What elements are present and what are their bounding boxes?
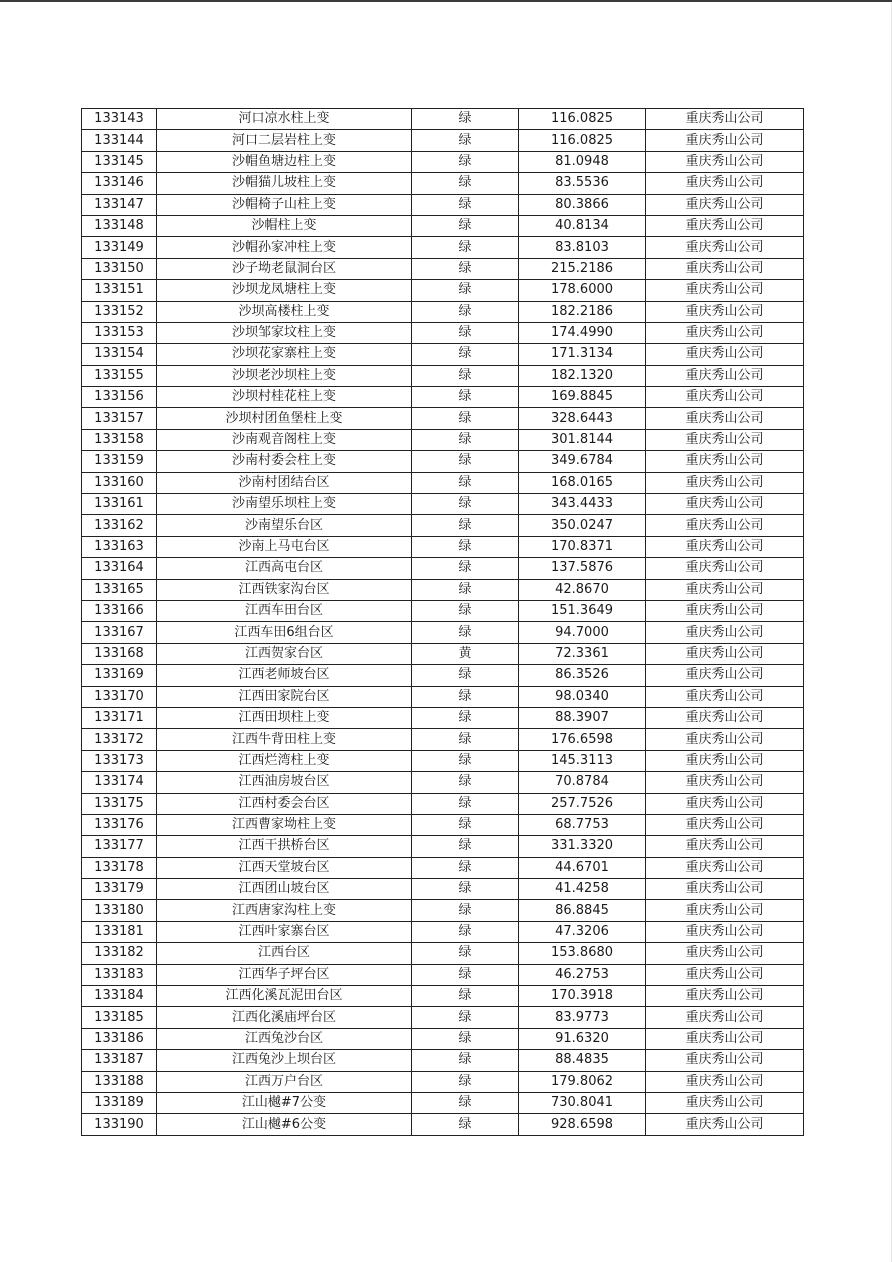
cell-status: 绿: [412, 494, 519, 515]
cell-company: 重庆秀山公司: [646, 429, 804, 450]
cell-station-name: 沙坝老沙坝柱上变: [157, 365, 412, 386]
cell-company: 重庆秀山公司: [646, 986, 804, 1007]
cell-status: 绿: [412, 558, 519, 579]
cell-id: 133190: [82, 1114, 157, 1135]
cell-value: 257.7526: [519, 793, 646, 814]
cell-value: 215.2186: [519, 258, 646, 279]
cell-value: 98.0340: [519, 686, 646, 707]
table-row: [82, 1071, 804, 1092]
cell-station-name: 河口二层岩柱上变: [157, 130, 412, 151]
cell-status: 绿: [412, 814, 519, 835]
cell-status: 绿: [412, 109, 519, 130]
cell-station-name: 江西干拱桥台区: [157, 836, 412, 857]
cell-status: 绿: [412, 258, 519, 279]
table-row: [82, 494, 804, 515]
cell-station-name: 江西油房坡台区: [157, 772, 412, 793]
table-row: [82, 857, 804, 878]
cell-company: 重庆秀山公司: [646, 814, 804, 835]
table-row: [82, 1092, 804, 1113]
cell-station-name: 沙坝村团鱼堡柱上变: [157, 408, 412, 429]
cell-company: 重庆秀山公司: [646, 622, 804, 643]
cell-station-name: 沙帽柱上变: [157, 215, 412, 236]
table-row: [82, 986, 804, 1007]
cell-id: 133183: [82, 964, 157, 985]
cell-company: 重庆秀山公司: [646, 280, 804, 301]
cell-id: 133166: [82, 600, 157, 621]
cell-station-name: 江西兔沙上坝台区: [157, 1050, 412, 1071]
cell-company: 重庆秀山公司: [646, 1007, 804, 1028]
cell-value: 170.8371: [519, 536, 646, 557]
cell-company: 重庆秀山公司: [646, 215, 804, 236]
cell-value: 176.6598: [519, 729, 646, 750]
cell-value: 70.8784: [519, 772, 646, 793]
table-row: [82, 579, 804, 600]
cell-station-name: 江山樾#6公变: [157, 1114, 412, 1135]
cell-station-name: 沙子坳老鼠洞台区: [157, 258, 412, 279]
cell-station-name: 沙坝高楼柱上变: [157, 301, 412, 322]
table-row: [82, 943, 804, 964]
transformer-data-table: [81, 108, 804, 1136]
cell-company: 重庆秀山公司: [646, 943, 804, 964]
cell-value: 174.4990: [519, 322, 646, 343]
cell-id: 133157: [82, 408, 157, 429]
table-row: [82, 1114, 804, 1135]
cell-status: 绿: [412, 1007, 519, 1028]
cell-value: 182.1320: [519, 365, 646, 386]
cell-station-name: 江西牛背田柱上变: [157, 729, 412, 750]
cell-company: 重庆秀山公司: [646, 857, 804, 878]
cell-company: 重庆秀山公司: [646, 387, 804, 408]
table-row: [82, 344, 804, 365]
cell-id: 133151: [82, 280, 157, 301]
cell-station-name: 江西车田台区: [157, 600, 412, 621]
cell-value: 86.3526: [519, 665, 646, 686]
cell-station-name: 江西铁家沟台区: [157, 579, 412, 600]
cell-id: 133161: [82, 494, 157, 515]
cell-value: 145.3113: [519, 750, 646, 771]
table-row: [82, 365, 804, 386]
cell-id: 133165: [82, 579, 157, 600]
table-row: [82, 280, 804, 301]
table-row: [82, 836, 804, 857]
cell-value: 81.0948: [519, 151, 646, 172]
table-row: [82, 643, 804, 664]
cell-value: 170.3918: [519, 986, 646, 1007]
table-row: [82, 472, 804, 493]
cell-status: 绿: [412, 836, 519, 857]
cell-id: 133143: [82, 109, 157, 130]
table-row: [82, 109, 804, 130]
table-row: [82, 258, 804, 279]
cell-status: 绿: [412, 622, 519, 643]
cell-station-name: 江西曹家坳柱上变: [157, 814, 412, 835]
cell-company: 重庆秀山公司: [646, 151, 804, 172]
cell-station-name: 河口凉水柱上变: [157, 109, 412, 130]
cell-id: 133159: [82, 451, 157, 472]
cell-company: 重庆秀山公司: [646, 707, 804, 728]
cell-status: 绿: [412, 151, 519, 172]
cell-status: 黄: [412, 643, 519, 664]
cell-value: 83.9773: [519, 1007, 646, 1028]
cell-id: 133164: [82, 558, 157, 579]
cell-status: 绿: [412, 665, 519, 686]
cell-company: 重庆秀山公司: [646, 600, 804, 621]
cell-value: 301.8144: [519, 429, 646, 450]
cell-status: 绿: [412, 472, 519, 493]
cell-company: 重庆秀山公司: [646, 1028, 804, 1049]
table-row: [82, 515, 804, 536]
cell-status: 绿: [412, 921, 519, 942]
table-row: [82, 900, 804, 921]
cell-station-name: 沙坝村桂花柱上变: [157, 387, 412, 408]
cell-station-name: 江西老师坡台区: [157, 665, 412, 686]
cell-station-name: 江西叶家寨台区: [157, 921, 412, 942]
cell-company: 重庆秀山公司: [646, 879, 804, 900]
cell-status: 绿: [412, 1114, 519, 1135]
cell-id: 133187: [82, 1050, 157, 1071]
cell-company: 重庆秀山公司: [646, 344, 804, 365]
cell-station-name: 江西烂湾柱上变: [157, 750, 412, 771]
cell-company: 重庆秀山公司: [646, 1071, 804, 1092]
cell-company: 重庆秀山公司: [646, 729, 804, 750]
cell-company: 重庆秀山公司: [646, 515, 804, 536]
cell-company: 重庆秀山公司: [646, 109, 804, 130]
table-row: [82, 1028, 804, 1049]
cell-station-name: 沙南上马屯台区: [157, 536, 412, 557]
cell-value: 83.8103: [519, 237, 646, 258]
cell-status: 绿: [412, 215, 519, 236]
table-row: [82, 408, 804, 429]
cell-station-name: 江西华子坪台区: [157, 964, 412, 985]
cell-company: 重庆秀山公司: [646, 900, 804, 921]
table-row: [82, 215, 804, 236]
cell-value: 730.8041: [519, 1092, 646, 1113]
cell-station-name: 江西化溪庙坪台区: [157, 1007, 412, 1028]
cell-station-name: 江西村委会台区: [157, 793, 412, 814]
cell-company: 重庆秀山公司: [646, 130, 804, 151]
cell-value: 343.4433: [519, 494, 646, 515]
cell-status: 绿: [412, 750, 519, 771]
cell-value: 928.6598: [519, 1114, 646, 1135]
cell-id: 133172: [82, 729, 157, 750]
cell-id: 133160: [82, 472, 157, 493]
cell-value: 91.6320: [519, 1028, 646, 1049]
table-row: [82, 151, 804, 172]
cell-id: 133188: [82, 1071, 157, 1092]
cell-value: 72.3361: [519, 643, 646, 664]
cell-value: 46.2753: [519, 964, 646, 985]
cell-status: 绿: [412, 964, 519, 985]
cell-value: 137.5876: [519, 558, 646, 579]
cell-station-name: 江西化溪瓦泥田台区: [157, 986, 412, 1007]
cell-company: 重庆秀山公司: [646, 258, 804, 279]
cell-station-name: 江西兔沙台区: [157, 1028, 412, 1049]
table-row: [82, 750, 804, 771]
cell-id: 133167: [82, 622, 157, 643]
cell-value: 178.6000: [519, 280, 646, 301]
cell-id: 133169: [82, 665, 157, 686]
cell-station-name: 江西贺家台区: [157, 643, 412, 664]
table-row: [82, 387, 804, 408]
cell-id: 133174: [82, 772, 157, 793]
table-row: [82, 707, 804, 728]
cell-station-name: 江西田坝柱上变: [157, 707, 412, 728]
cell-company: 重庆秀山公司: [646, 451, 804, 472]
cell-value: 182.2186: [519, 301, 646, 322]
cell-value: 42.8670: [519, 579, 646, 600]
cell-id: 133158: [82, 429, 157, 450]
cell-id: 133156: [82, 387, 157, 408]
cell-id: 133179: [82, 879, 157, 900]
cell-station-name: 沙帽孙家冲柱上变: [157, 237, 412, 258]
cell-value: 151.3649: [519, 600, 646, 621]
cell-id: 133149: [82, 237, 157, 258]
cell-id: 133152: [82, 301, 157, 322]
cell-id: 133181: [82, 921, 157, 942]
table-body: [82, 109, 804, 1136]
table-row: [82, 237, 804, 258]
table-row: [82, 301, 804, 322]
table-row: [82, 429, 804, 450]
cell-company: 重庆秀山公司: [646, 408, 804, 429]
cell-id: 133182: [82, 943, 157, 964]
cell-status: 绿: [412, 515, 519, 536]
cell-station-name: 沙坝龙凤塘柱上变: [157, 280, 412, 301]
table-row: [82, 451, 804, 472]
cell-id: 133147: [82, 194, 157, 215]
cell-station-name: 沙南观音阁柱上变: [157, 429, 412, 450]
cell-value: 40.8134: [519, 215, 646, 236]
table-row: [82, 964, 804, 985]
cell-id: 133162: [82, 515, 157, 536]
cell-status: 绿: [412, 686, 519, 707]
cell-status: 绿: [412, 365, 519, 386]
page-top-border: [0, 0, 892, 2]
cell-company: 重庆秀山公司: [646, 643, 804, 664]
cell-station-name: 沙坝花家寨柱上变: [157, 344, 412, 365]
cell-value: 94.7000: [519, 622, 646, 643]
cell-status: 绿: [412, 194, 519, 215]
cell-id: 133177: [82, 836, 157, 857]
cell-id: 133184: [82, 986, 157, 1007]
cell-station-name: 沙南望乐坝柱上变: [157, 494, 412, 515]
cell-status: 绿: [412, 408, 519, 429]
cell-id: 133163: [82, 536, 157, 557]
cell-id: 133154: [82, 344, 157, 365]
cell-company: 重庆秀山公司: [646, 173, 804, 194]
cell-company: 重庆秀山公司: [646, 536, 804, 557]
cell-station-name: 江山樾#7公变: [157, 1092, 412, 1113]
cell-id: 133155: [82, 365, 157, 386]
table-row: [82, 814, 804, 835]
cell-company: 重庆秀山公司: [646, 322, 804, 343]
table-row: [82, 558, 804, 579]
cell-status: 绿: [412, 772, 519, 793]
cell-value: 153.8680: [519, 943, 646, 964]
cell-station-name: 沙南村委会柱上变: [157, 451, 412, 472]
cell-status: 绿: [412, 536, 519, 557]
cell-value: 350.0247: [519, 515, 646, 536]
cell-status: 绿: [412, 986, 519, 1007]
cell-status: 绿: [412, 729, 519, 750]
cell-value: 168.0165: [519, 472, 646, 493]
cell-id: 133153: [82, 322, 157, 343]
cell-status: 绿: [412, 1050, 519, 1071]
cell-station-name: 江西团山坡台区: [157, 879, 412, 900]
cell-station-name: 江西高屯台区: [157, 558, 412, 579]
cell-id: 133171: [82, 707, 157, 728]
cell-value: 41.4258: [519, 879, 646, 900]
table-row: [82, 1007, 804, 1028]
cell-value: 349.6784: [519, 451, 646, 472]
table-row: [82, 879, 804, 900]
cell-station-name: 江西台区: [157, 943, 412, 964]
cell-station-name: 沙帽猫儿坡柱上变: [157, 173, 412, 194]
cell-id: 133145: [82, 151, 157, 172]
cell-status: 绿: [412, 793, 519, 814]
cell-status: 绿: [412, 900, 519, 921]
cell-status: 绿: [412, 280, 519, 301]
cell-company: 重庆秀山公司: [646, 237, 804, 258]
cell-status: 绿: [412, 943, 519, 964]
cell-value: 83.5536: [519, 173, 646, 194]
cell-status: 绿: [412, 173, 519, 194]
cell-company: 重庆秀山公司: [646, 750, 804, 771]
cell-status: 绿: [412, 857, 519, 878]
cell-value: 80.3866: [519, 194, 646, 215]
cell-company: 重庆秀山公司: [646, 921, 804, 942]
cell-value: 116.0825: [519, 109, 646, 130]
cell-id: 133148: [82, 215, 157, 236]
table-row: [82, 729, 804, 750]
cell-value: 179.8062: [519, 1071, 646, 1092]
cell-status: 绿: [412, 1092, 519, 1113]
table-row: [82, 686, 804, 707]
cell-status: 绿: [412, 451, 519, 472]
table-row: [82, 536, 804, 557]
cell-value: 169.8845: [519, 387, 646, 408]
cell-company: 重庆秀山公司: [646, 1114, 804, 1135]
cell-id: 133185: [82, 1007, 157, 1028]
cell-station-name: 江西唐家沟柱上变: [157, 900, 412, 921]
cell-company: 重庆秀山公司: [646, 301, 804, 322]
table-row: [82, 793, 804, 814]
cell-station-name: 江西天堂坡台区: [157, 857, 412, 878]
cell-id: 133144: [82, 130, 157, 151]
cell-status: 绿: [412, 600, 519, 621]
cell-company: 重庆秀山公司: [646, 1092, 804, 1113]
cell-status: 绿: [412, 879, 519, 900]
cell-company: 重庆秀山公司: [646, 365, 804, 386]
cell-status: 绿: [412, 344, 519, 365]
cell-status: 绿: [412, 301, 519, 322]
cell-status: 绿: [412, 707, 519, 728]
cell-value: 116.0825: [519, 130, 646, 151]
cell-value: 44.6701: [519, 857, 646, 878]
table-row: [82, 622, 804, 643]
cell-company: 重庆秀山公司: [646, 686, 804, 707]
cell-id: 133173: [82, 750, 157, 771]
table-row: [82, 772, 804, 793]
cell-status: 绿: [412, 237, 519, 258]
cell-status: 绿: [412, 1071, 519, 1092]
cell-company: 重庆秀山公司: [646, 772, 804, 793]
cell-company: 重庆秀山公司: [646, 836, 804, 857]
cell-id: 133186: [82, 1028, 157, 1049]
cell-company: 重庆秀山公司: [646, 579, 804, 600]
table-row: [82, 1050, 804, 1071]
table-row: [82, 921, 804, 942]
table-row: [82, 130, 804, 151]
cell-company: 重庆秀山公司: [646, 472, 804, 493]
cell-id: 133175: [82, 793, 157, 814]
cell-company: 重庆秀山公司: [646, 1050, 804, 1071]
cell-company: 重庆秀山公司: [646, 494, 804, 515]
cell-id: 133180: [82, 900, 157, 921]
cell-station-name: 江西万户台区: [157, 1071, 412, 1092]
cell-status: 绿: [412, 429, 519, 450]
cell-value: 86.8845: [519, 900, 646, 921]
cell-value: 328.6443: [519, 408, 646, 429]
cell-id: 133178: [82, 857, 157, 878]
table-row: [82, 600, 804, 621]
cell-status: 绿: [412, 322, 519, 343]
cell-company: 重庆秀山公司: [646, 964, 804, 985]
cell-station-name: 沙南望乐台区: [157, 515, 412, 536]
cell-station-name: 江西田家院台区: [157, 686, 412, 707]
cell-station-name: 沙南村团结台区: [157, 472, 412, 493]
cell-company: 重庆秀山公司: [646, 558, 804, 579]
cell-station-name: 沙帽鱼塘边柱上变: [157, 151, 412, 172]
cell-id: 133176: [82, 814, 157, 835]
cell-company: 重庆秀山公司: [646, 665, 804, 686]
cell-station-name: 沙帽椅子山柱上变: [157, 194, 412, 215]
table-row: [82, 665, 804, 686]
cell-status: 绿: [412, 1028, 519, 1049]
table-row: [82, 322, 804, 343]
cell-station-name: 江西车田6组台区: [157, 622, 412, 643]
cell-id: 133189: [82, 1092, 157, 1113]
cell-company: 重庆秀山公司: [646, 793, 804, 814]
cell-value: 88.4835: [519, 1050, 646, 1071]
cell-id: 133168: [82, 643, 157, 664]
cell-value: 171.3134: [519, 344, 646, 365]
cell-status: 绿: [412, 387, 519, 408]
cell-status: 绿: [412, 579, 519, 600]
cell-station-name: 沙坝邹家坟柱上变: [157, 322, 412, 343]
cell-value: 47.3206: [519, 921, 646, 942]
cell-value: 88.3907: [519, 707, 646, 728]
cell-id: 133146: [82, 173, 157, 194]
table-row: [82, 194, 804, 215]
cell-id: 133150: [82, 258, 157, 279]
cell-id: 133170: [82, 686, 157, 707]
cell-value: 68.7753: [519, 814, 646, 835]
cell-value: 331.3320: [519, 836, 646, 857]
table-row: [82, 173, 804, 194]
cell-company: 重庆秀山公司: [646, 194, 804, 215]
cell-status: 绿: [412, 130, 519, 151]
